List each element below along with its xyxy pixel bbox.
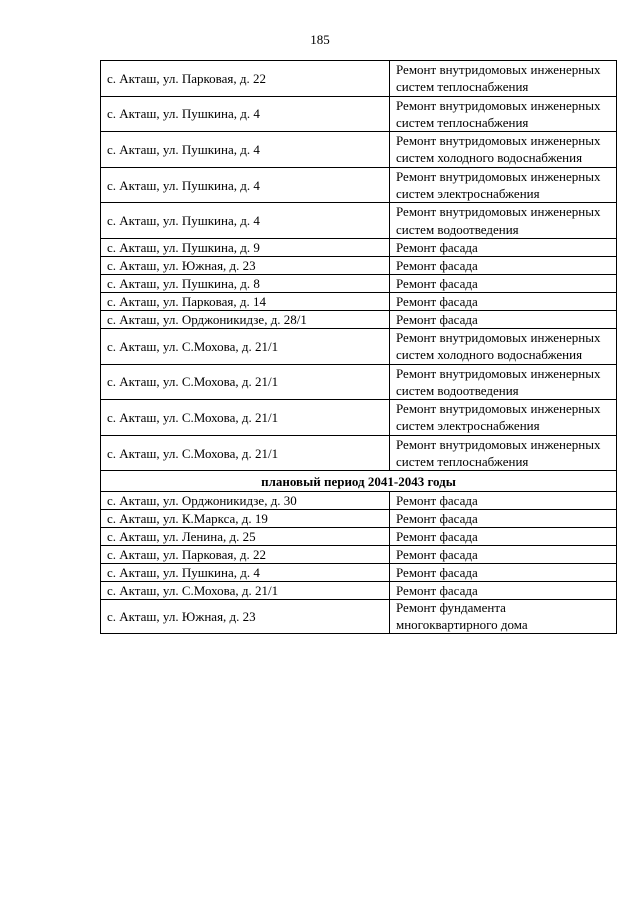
table-body-part2 — [101, 492, 617, 634]
address-cell: с. Акташ, ул. Орджоникидзе, д. 28/1 — [101, 310, 390, 328]
work-type-cell: Ремонт фасада — [390, 256, 617, 274]
table-row — [101, 600, 617, 634]
table-row — [101, 435, 617, 471]
table-row — [101, 256, 617, 274]
table-row — [101, 510, 617, 528]
address-cell: с. Акташ, ул. Пушкина, д. 4 — [101, 132, 390, 168]
section-title: плановый период 2041-2043 годы — [101, 471, 617, 492]
address-cell: с. Акташ, ул. С.Мохова, д. 21/1 — [101, 364, 390, 400]
table-row — [101, 310, 617, 328]
repair-work-table — [100, 60, 617, 634]
work-type-cell: Ремонт фасада — [390, 582, 617, 600]
address-cell: с. Акташ, ул. С.Мохова, д. 21/1 — [101, 400, 390, 436]
section-header-row — [101, 471, 617, 492]
work-type-cell: Ремонт фасада — [390, 492, 617, 510]
address-cell: с. Акташ, ул. Парковая, д. 22 — [101, 61, 390, 97]
address-cell: с. Акташ, ул. Орджоникидзе, д. 30 — [101, 492, 390, 510]
address-cell: с. Акташ, ул. Пушкина, д. 8 — [101, 274, 390, 292]
work-type-cell: Ремонт внутридомовых инженерных систем электроснабжения — [390, 400, 617, 436]
table-row — [101, 238, 617, 256]
table-row — [101, 96, 617, 132]
work-type-cell: Ремонт внутридомовых инженерных систем холодного водоснабжения — [390, 328, 617, 364]
work-type-cell: Ремонт внутридомовых инженерных систем холодного водоснабжения — [390, 132, 617, 168]
work-type-cell: Ремонт фасада — [390, 310, 617, 328]
address-cell: с. Акташ, ул. Пушкина, д. 4 — [101, 167, 390, 203]
address-cell: с. Акташ, ул. С.Мохова, д. 21/1 — [101, 328, 390, 364]
address-cell: с. Акташ, ул. Пушкина, д. 9 — [101, 238, 390, 256]
address-cell: с. Акташ, ул. С.Мохова, д. 21/1 — [101, 435, 390, 471]
work-type-cell: Ремонт фундамента многоквартирного дома — [390, 600, 617, 634]
table-row — [101, 528, 617, 546]
work-type-cell: Ремонт внутридомовых инженерных систем теплоснабжения — [390, 61, 617, 97]
work-type-cell: Ремонт фасада — [390, 274, 617, 292]
address-cell: с. Акташ, ул. Ленина, д. 25 — [101, 528, 390, 546]
address-cell: с. Акташ, ул. Пушкина, д. 4 — [101, 96, 390, 132]
address-cell: с. Акташ, ул. К.Маркса, д. 19 — [101, 510, 390, 528]
table-row — [101, 132, 617, 168]
work-type-cell: Ремонт внутридомовых инженерных систем электроснабжения — [390, 167, 617, 203]
work-type-cell: Ремонт внутридомовых инженерных систем водоотведения — [390, 203, 617, 239]
table-row — [101, 61, 617, 97]
table-section-header — [101, 471, 617, 492]
table-row — [101, 582, 617, 600]
table-row — [101, 564, 617, 582]
table-row — [101, 167, 617, 203]
page-number: 185 — [310, 32, 330, 47]
table-row — [101, 203, 617, 239]
table-row — [101, 328, 617, 364]
address-cell: с. Акташ, ул. Парковая, д. 14 — [101, 292, 390, 310]
address-cell: с. Акташ, ул. С.Мохова, д. 21/1 — [101, 582, 390, 600]
table-row — [101, 492, 617, 510]
table-body-part1 — [101, 61, 617, 471]
table-row — [101, 364, 617, 400]
work-type-cell: Ремонт внутридомовых инженерных систем водоотведения — [390, 364, 617, 400]
table-row — [101, 400, 617, 436]
address-cell: с. Акташ, ул. Пушкина, д. 4 — [101, 564, 390, 582]
address-cell: с. Акташ, ул. Южная, д. 23 — [101, 256, 390, 274]
table-row — [101, 546, 617, 564]
work-type-cell: Ремонт внутридомовых инженерных систем теплоснабжения — [390, 96, 617, 132]
work-type-cell: Ремонт фасада — [390, 564, 617, 582]
address-cell: с. Акташ, ул. Парковая, д. 22 — [101, 546, 390, 564]
work-type-cell: Ремонт фасада — [390, 528, 617, 546]
table-row — [101, 292, 617, 310]
work-type-cell: Ремонт фасада — [390, 510, 617, 528]
work-type-cell: Ремонт фасада — [390, 292, 617, 310]
address-cell: с. Акташ, ул. Пушкина, д. 4 — [101, 203, 390, 239]
table-row — [101, 274, 617, 292]
work-type-cell: Ремонт фасада — [390, 238, 617, 256]
work-type-cell: Ремонт внутридомовых инженерных систем теплоснабжения — [390, 435, 617, 471]
work-type-cell: Ремонт фасада — [390, 546, 617, 564]
address-cell: с. Акташ, ул. Южная, д. 23 — [101, 600, 390, 634]
